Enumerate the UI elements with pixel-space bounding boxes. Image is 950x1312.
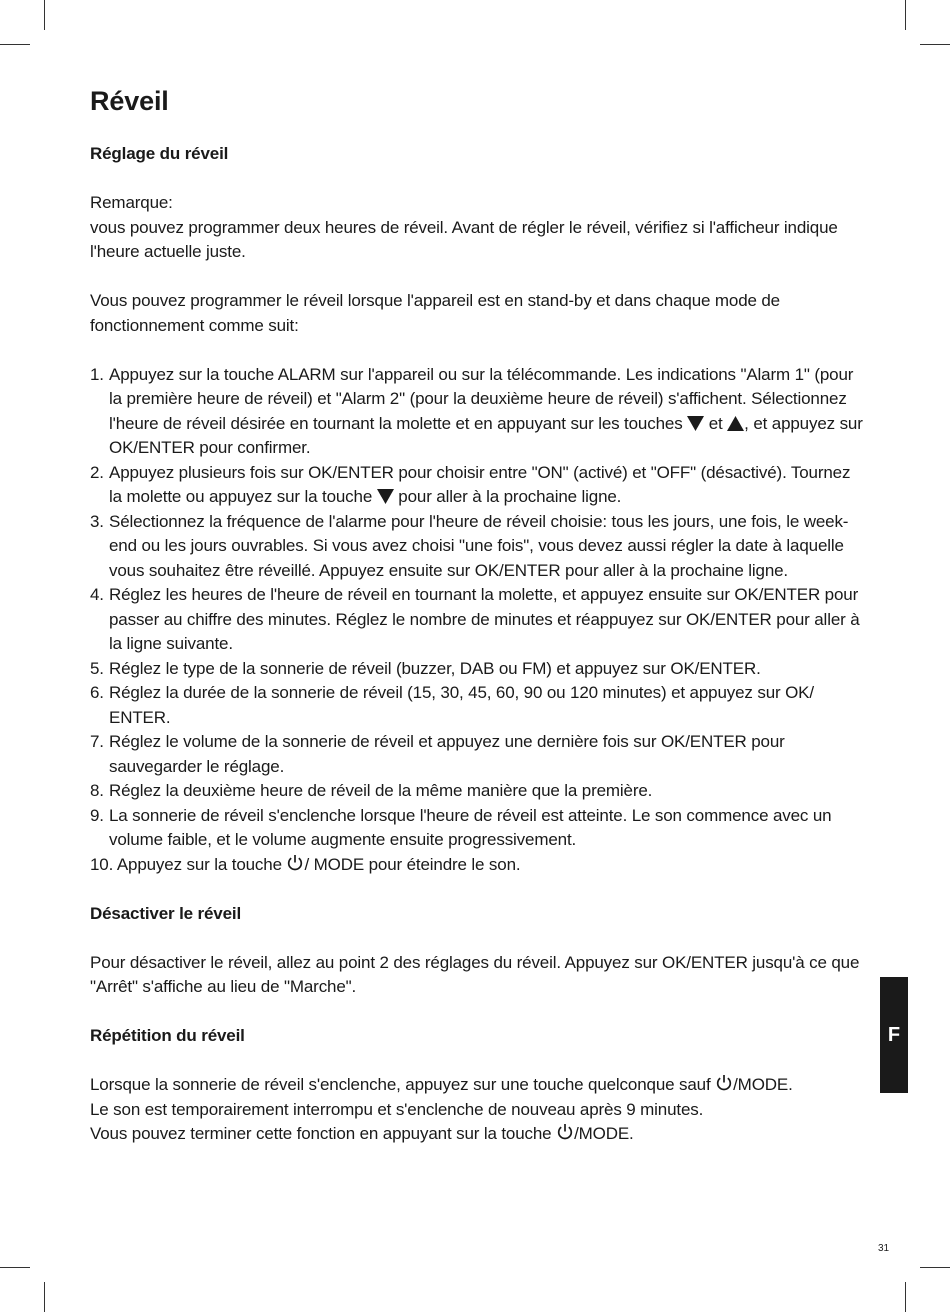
- step-text: La sonnerie de réveil s'enclenche lorsque l'heure de réveil est atteinte. Le son commence avec un volume faible, et le volume augmente ensuite progressivement.: [109, 805, 832, 849]
- note-label: Remarque:: [90, 193, 173, 212]
- crop-mark: [44, 1282, 45, 1312]
- step-number: 9.: [90, 805, 104, 825]
- section-heading-setting: Réglage du réveil: [90, 144, 229, 163]
- crop-mark: [920, 1267, 950, 1268]
- steps-list: [90, 363, 865, 878]
- step-text: Appuyez sur la touche: [116, 854, 282, 874]
- snooze-paragraph: [90, 1073, 865, 1147]
- power-icon: [286, 854, 304, 872]
- up-triangle-icon: [727, 416, 744, 431]
- section-heading-disable: Désactiver le réveil: [90, 903, 242, 923]
- list-item: [90, 779, 865, 804]
- crop-mark: [44, 0, 45, 30]
- page-content: [90, 84, 865, 1171]
- step-number: 5.: [90, 658, 104, 678]
- list-item: [90, 583, 865, 657]
- step-text: Réglez le volume de la sonnerie de réveil et appuyez une dernière fois sur OK/ENTER pour sauvegarder le réglage.: [109, 732, 785, 776]
- step-text: Appuyez sur la touche ALARM sur l'appareil ou sur la télécommande. Les indications "Alarm 1" (pour la première heure de réveil) et "Alarm 2" (pour la deuxième heure de réveil) s'affichent. Sélectionnez l'heure de réveil désirée en tournant la molette et en appuyant sur les touches: [109, 364, 854, 433]
- step-number: 6.: [90, 683, 104, 702]
- list-item: [90, 730, 865, 779]
- list-item: [90, 804, 865, 853]
- power-icon: [715, 1074, 733, 1092]
- crop-mark: [0, 1267, 30, 1268]
- list-item: [90, 461, 865, 510]
- list-item: [90, 657, 865, 682]
- snooze-text: /MODE.: [733, 1075, 793, 1094]
- step-number: 7.: [90, 732, 104, 751]
- list-item: [90, 510, 865, 584]
- step-text: et: [708, 413, 723, 433]
- step-text: / MODE pour éteindre le son.: [304, 854, 521, 874]
- note: [90, 191, 865, 265]
- note-text: vous pouvez programmer deux heures de réveil. Avant de régler le réveil, vérifiez si l'afficheur indique l'heure actuelle juste.: [90, 217, 838, 261]
- down-triangle-icon: [377, 489, 394, 504]
- step-number: 8.: [90, 781, 104, 800]
- step-text: , et appuyez sur OK/ENTER pour confirmer.: [109, 413, 863, 457]
- step-text: Réglez la deuxième heure de réveil de la même manière que la première.: [109, 781, 653, 800]
- step-text: Réglez la durée de la sonnerie de réveil (15, 30, 45, 60, 90 ou 120 minutes) et appuyez sur OK/ ENTER.: [109, 683, 814, 727]
- disable-paragraph: Pour désactiver le réveil, allez au point 2 des réglages du réveil. Appuyez sur OK/ENTER jusqu'à ce que "Arrêt" s'affiche au lieu de "Marche".: [90, 952, 860, 996]
- step-text: Réglez le type de la sonnerie de réveil (buzzer, DAB ou FM) et appuyez sur OK/ENTER.: [109, 658, 761, 678]
- step-number: 4.: [90, 585, 104, 604]
- power-icon: [556, 1123, 574, 1141]
- page-title: Réveil: [90, 86, 169, 116]
- snooze-text: Vous pouvez terminer cette fonction en appuyant sur la touche: [90, 1124, 552, 1143]
- snooze-text: Le son est temporairement interrompu et s'enclenche de nouveau après 9 minutes.: [90, 1099, 704, 1119]
- crop-mark: [920, 44, 950, 45]
- step-text: Réglez les heures de l'heure de réveil en tournant la molette, et appuyez ensuite sur OK/ENTER pour passer au chiffre des minutes. Réglez le nombre de minutes et réappuyez sur OK/ENTER pour aller à la ligne suivante.: [109, 585, 860, 653]
- list-item: [90, 363, 865, 461]
- step-number: 3.: [90, 511, 104, 531]
- crop-mark: [905, 0, 906, 30]
- step-text: pour aller à la prochaine ligne.: [398, 487, 622, 506]
- step-text: Sélectionnez la fréquence de l'alarme pour l'heure de réveil choisie: tous les jours, une fois, le week-end ou les jours ouvrables. Si vous avez choisi "une fois", vous devez aussi régler la date à laquelle vous souhaitez être réveillé. Appuyez ensuite sur OK/ENTER pour aller à la prochaine ligne.: [109, 511, 849, 580]
- step-number: 2.: [90, 462, 104, 482]
- step-number: 1.: [90, 364, 104, 384]
- step-number: 10.: [90, 854, 114, 874]
- list-item: [90, 853, 865, 878]
- down-triangle-icon: [687, 416, 704, 431]
- intro-paragraph: Vous pouvez programmer le réveil lorsque l'appareil est en stand-by et dans chaque mode de fonctionnement comme suit:: [90, 291, 780, 335]
- step-text: Appuyez plusieurs fois sur OK/ENTER pour choisir entre "ON" (activé) et "OFF" (désactivé). Tournez la molette ou appuyez sur la touche: [109, 462, 851, 506]
- crop-mark: [905, 1282, 906, 1312]
- section-heading-snooze: Répétition du réveil: [90, 1026, 245, 1045]
- list-item: [90, 681, 865, 730]
- page-number: 31: [878, 1243, 890, 1254]
- snooze-text: /MODE.: [574, 1124, 634, 1143]
- language-tab: F: [880, 977, 908, 1093]
- snooze-text: Lorsque la sonnerie de réveil s'enclenche, appuyez sur une touche quelconque sauf: [90, 1075, 711, 1094]
- crop-mark: [0, 44, 30, 45]
